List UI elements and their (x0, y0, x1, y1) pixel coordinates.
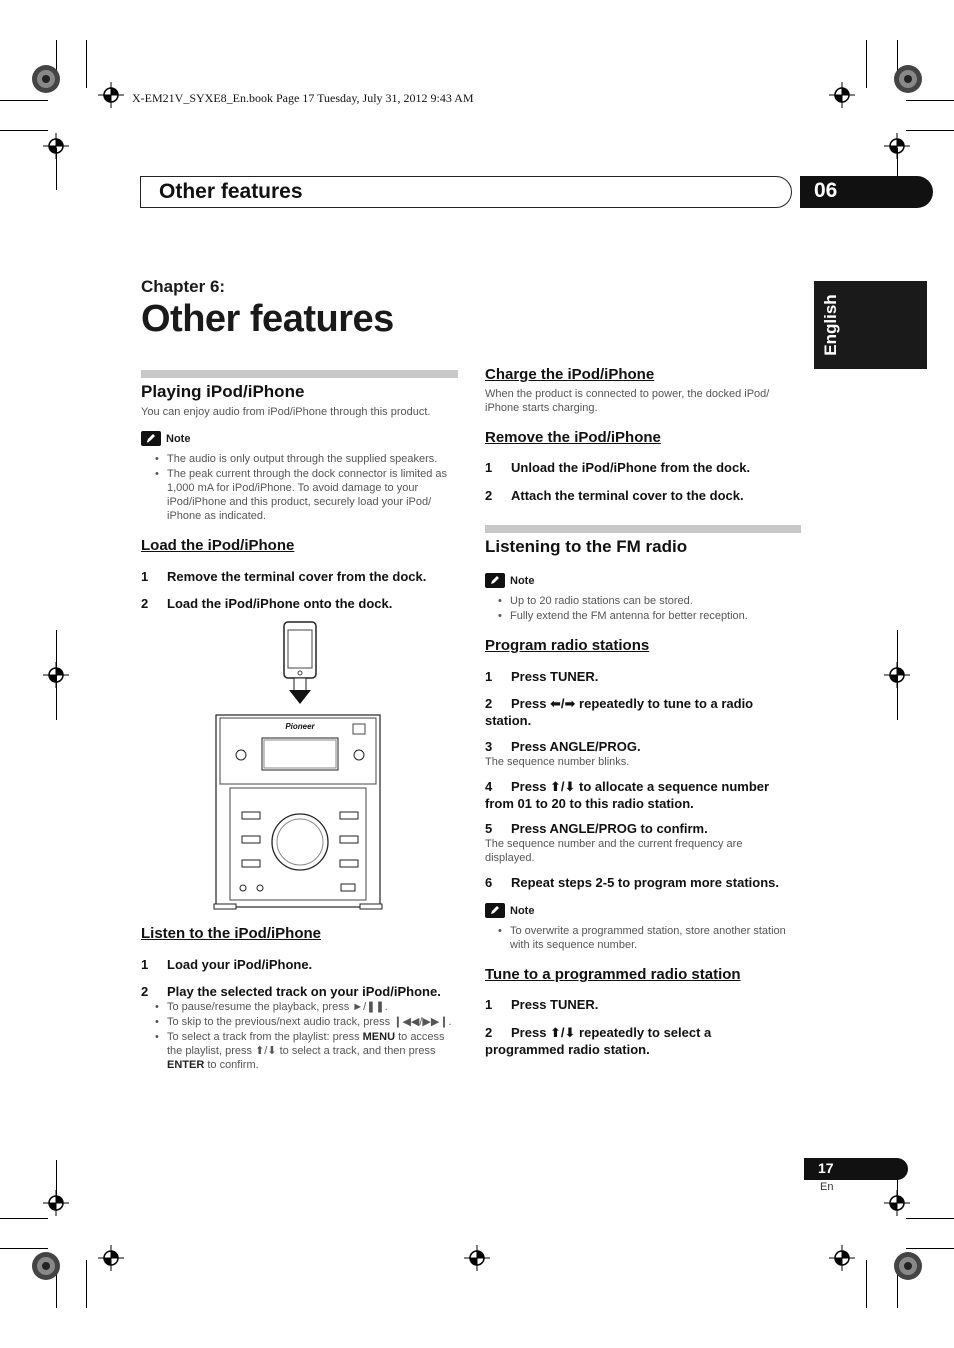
chapter-number-badge: 06 (800, 176, 933, 208)
list-item: • The peak current through the dock connector is limited as 1,000 mA for iPod/iPhone. To avoid damage to your iPod/iPhone and this product, securely load your iPod/ iPhone as indicated. (155, 467, 460, 523)
program-step-3-note: The sequence number blinks. (485, 756, 630, 768)
chapter-title: Other features (141, 298, 394, 340)
brand-logo: Pioneer (285, 722, 315, 731)
list-item: • The audio is only output through the supplied speakers. (155, 452, 460, 466)
crosshair-icon (43, 133, 69, 159)
tune-step-1: 1 Press TUNER. (485, 997, 599, 1012)
crosshair-icon (464, 1245, 490, 1271)
registration-starburst-icon (31, 1251, 61, 1281)
program-step-5: 5 Press ANGLE/PROG to confirm. (485, 821, 708, 836)
charge-heading: Charge the iPod/iPhone (485, 366, 655, 383)
ipod-dock-illustration (210, 620, 386, 910)
crosshair-icon (884, 133, 910, 159)
list-item: • To pause/resume the playback, press ►/❚❚. (155, 1000, 460, 1014)
playing-heading: Playing iPod/iPhone (141, 382, 305, 401)
program-step-6: 6 Repeat steps 2-5 to program more stations. (485, 875, 780, 890)
note-label: Note (510, 904, 535, 917)
listen-tips (155, 1000, 460, 1073)
program-heading: Program radio stations (485, 637, 650, 654)
crosshair-icon (884, 662, 910, 688)
print-header: X-EM21V_SYXE8_En.book Page 17 Tuesday, July 31, 2012 9:43 AM (132, 91, 474, 105)
load-step-2: 2 Load the iPod/iPhone onto the dock. (141, 596, 393, 611)
page-language: En (820, 1181, 834, 1193)
load-heading: Load the iPod/iPhone (141, 537, 295, 554)
load-step-1: 1 Remove the terminal cover from the dock. (141, 569, 427, 584)
tune-step-2: 2 Press ⬆/⬇ repeatedly to select a programmed radio station. (485, 1025, 712, 1057)
crosshair-icon (884, 1190, 910, 1216)
crosshair-icon (43, 662, 69, 688)
program-step-1: 1 Press TUNER. (485, 669, 599, 684)
charge-text: When the product is connected to power, the docked iPod/ iPhone starts charging. (485, 388, 770, 414)
crosshair-icon (98, 82, 124, 108)
note-heading (485, 903, 534, 918)
program-notes (498, 924, 798, 953)
registration-starburst-icon (893, 64, 923, 94)
list-item: • Up to 20 radio stations can be stored. (498, 594, 803, 608)
remove-step-1: 1 Unload the iPod/iPhone from the dock. (485, 460, 751, 475)
section-divider (485, 525, 801, 533)
program-step-2: 2 Press ⬅/➡ repeatedly to tune to a radio station. (485, 696, 754, 728)
pencil-note-icon (485, 903, 505, 918)
list-item: • To select a track from the playlist: press MENU to access the playlist, press ⬆/⬇ to select a track, and then press ENTER to confirm. (155, 1030, 460, 1072)
chapter-label: Chapter 6: (141, 277, 226, 296)
listen-step-1: 1 Load your iPod/iPhone. (141, 957, 313, 972)
crosshair-icon (43, 1190, 69, 1216)
list-item: • To skip to the previous/next audio track, press ❙◀◀/▶▶❙. (155, 1015, 460, 1029)
note-label: Note (166, 432, 191, 445)
listen-step-2: 2 Play the selected track on your iPod/iPhone. (141, 984, 441, 999)
listen-heading: Listen to the iPod/iPhone (141, 925, 321, 942)
page-number: 17 (804, 1158, 908, 1180)
list-item: • To overwrite a programmed station, store another station with its sequence number. (498, 924, 798, 952)
crosshair-icon (829, 1245, 855, 1271)
fm-heading: Listening to the FM radio (485, 537, 688, 556)
pencil-note-icon (485, 573, 505, 588)
section-divider (141, 370, 458, 378)
remove-step-2: 2 Attach the terminal cover to the dock. (485, 488, 744, 503)
playing-intro: You can enjoy audio from iPod/iPhone through this product. (141, 406, 431, 418)
note-heading (485, 573, 534, 588)
registration-starburst-icon (893, 1251, 923, 1281)
section-header-bar (140, 176, 792, 208)
program-step-3: 3 Press ANGLE/PROG. (485, 739, 641, 754)
language-side-tab-label: English (821, 294, 840, 356)
note-label: Note (510, 574, 535, 587)
remove-heading: Remove the iPod/iPhone (485, 429, 661, 446)
crosshair-icon (98, 1245, 124, 1271)
program-step-5-note: The sequence number and the current frequency are displayed. (485, 838, 743, 864)
program-step-4: 4 Press ⬆/⬇ to allocate a sequence number from 01 to 20 to this radio station. (485, 779, 770, 811)
note-heading (141, 431, 190, 446)
language-side-tab (814, 281, 927, 369)
registration-starburst-icon (31, 64, 61, 94)
tune-heading: Tune to a programmed radio station (485, 966, 741, 983)
pencil-note-icon (141, 431, 161, 446)
fm-notes (498, 594, 803, 624)
list-item: • Fully extend the FM antenna for better reception. (498, 609, 803, 623)
crosshair-icon (829, 82, 855, 108)
section-header-title: Other features (159, 180, 303, 203)
playing-notes (155, 452, 460, 524)
